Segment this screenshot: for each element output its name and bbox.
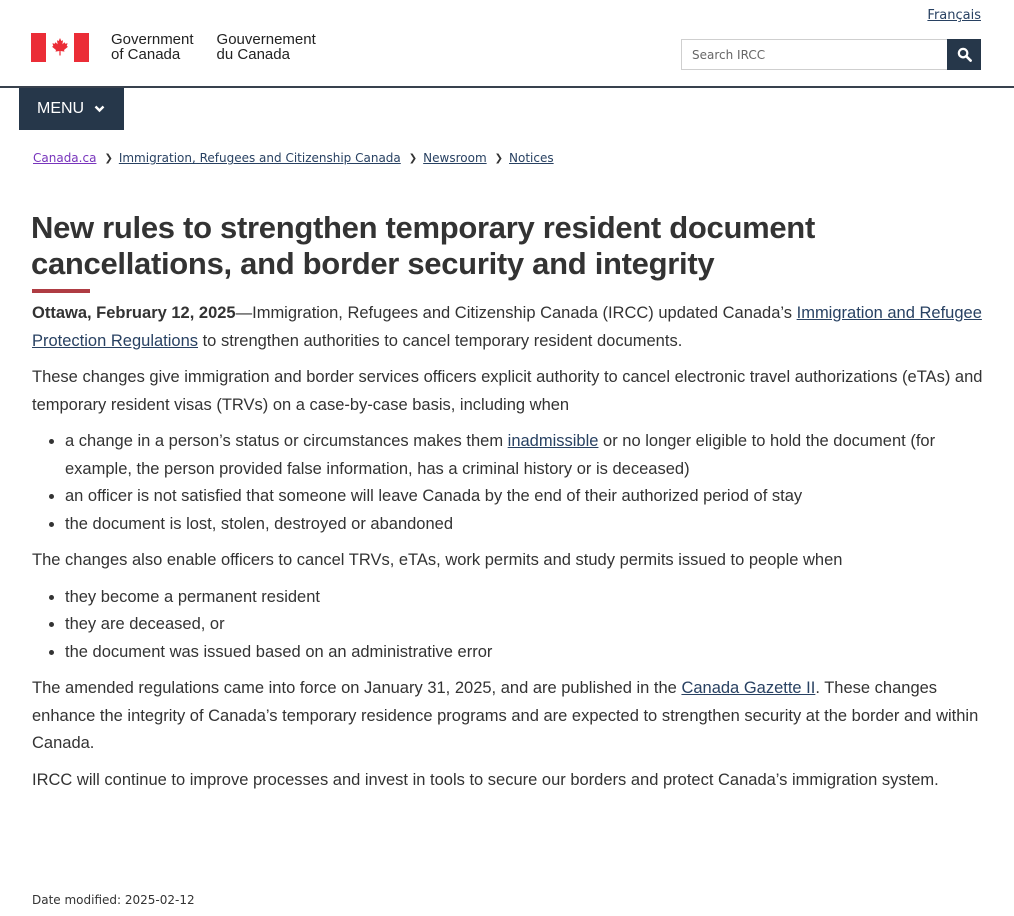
list-item-text: or no longer eligible to hold the document (for example, the person provided false information, has a criminal history or is deceased) <box>65 432 936 478</box>
inadmissible-link[interactable]: inadmissible <box>507 432 599 450</box>
chevron-down-icon <box>94 105 105 113</box>
wordmark-french <box>217 32 316 62</box>
paragraph-5: IRCC will continue to improve processes and invest in tools to secure our borders and protect Canada’s immigration system. <box>32 770 939 789</box>
cancellation-conditions-list <box>32 428 987 538</box>
intro-text-end: to strengthen authorities to cancel temporary resident documents. <box>198 331 683 350</box>
canada-flag-icon <box>31 33 89 62</box>
paragraph-text: . These changes enhance the integrity of Canada’s temporary residence programs and are expected to strengthen security at the border and within Canada. <box>32 679 979 752</box>
breadcrumb-newsroom[interactable]: Newsroom <box>423 151 487 165</box>
wordmark-en-line2: of Canada <box>111 46 181 63</box>
list-item: • they are deceased, or <box>65 611 987 639</box>
search-icon <box>957 47 972 62</box>
list-item: • the document was issued based on an administrative error <box>65 639 987 667</box>
irpr-link[interactable]: Immigration and Refugee Protection Regulations <box>32 304 982 350</box>
government-of-canada-signature[interactable] <box>31 32 339 62</box>
header-divider <box>0 86 1014 88</box>
paragraph-4 <box>32 675 987 758</box>
wordmark-english <box>111 32 194 62</box>
breadcrumb <box>33 151 554 165</box>
chevron-right-icon: ❯ <box>408 152 418 164</box>
breadcrumb-canada-ca[interactable]: Canada.ca <box>33 151 97 165</box>
menu-label: MENU <box>37 100 85 117</box>
search-button[interactable] <box>947 39 981 70</box>
search-form <box>681 39 981 70</box>
wordmark-en-line1: Government <box>111 31 194 48</box>
wordmark <box>111 32 339 62</box>
breadcrumb-notices[interactable]: Notices <box>509 151 554 165</box>
menu-button[interactable] <box>19 88 124 130</box>
intro-paragraph <box>32 300 987 355</box>
list-item <box>65 428 987 483</box>
wordmark-fr-line2: du Canada <box>216 46 290 63</box>
dateline: Ottawa, February 12, 2025 <box>32 304 236 322</box>
chevron-right-icon: ❯ <box>494 152 504 164</box>
breadcrumb-ircc[interactable]: Immigration, Refugees and Citizenship Canada <box>118 151 401 165</box>
search-input[interactable] <box>681 39 947 70</box>
wordmark-fr-line1: Gouvernement <box>216 31 316 48</box>
paragraph-text: The amended regulations came into force on January 31, 2025, and are published in the <box>32 679 682 697</box>
intro-text: —Immigration, Refugees and Citizenship Canada (IRCC) updated Canada’s <box>235 304 797 322</box>
page-title: New rules to strengthen temporary resident document cancellations, and border security and integrity <box>31 210 815 281</box>
maple-leaf-icon <box>50 37 70 57</box>
list-item: • the document is lost, stolen, destroyed or abandoned <box>65 511 987 539</box>
document-cancellation-list <box>32 584 987 667</box>
list-item-text: a change in a person’s status or circumstances makes them <box>65 432 508 450</box>
article-body <box>32 300 987 803</box>
date-modified: Date modified: 2025-02-12 <box>32 893 195 907</box>
paragraph-2: These changes give immigration and border services officers explicit authority to cancel electronic travel authorizations (eTAs) and temporary resident visas (TRVs) on a case-by-case basis, including when <box>32 368 983 414</box>
paragraph-3: The changes also enable officers to cancel TRVs, eTAs, work permits and study permits issued to people when <box>32 551 843 569</box>
language-toggle-link[interactable]: Français <box>927 8 981 23</box>
canada-gazette-link[interactable]: Canada Gazette II <box>681 679 816 697</box>
list-item: • an officer is not satisfied that someone will leave Canada by the end of their authorized period of stay <box>65 483 987 511</box>
list-item: • they become a permanent resident <box>65 584 987 612</box>
title-underline <box>32 289 90 293</box>
chevron-right-icon: ❯ <box>104 152 113 164</box>
